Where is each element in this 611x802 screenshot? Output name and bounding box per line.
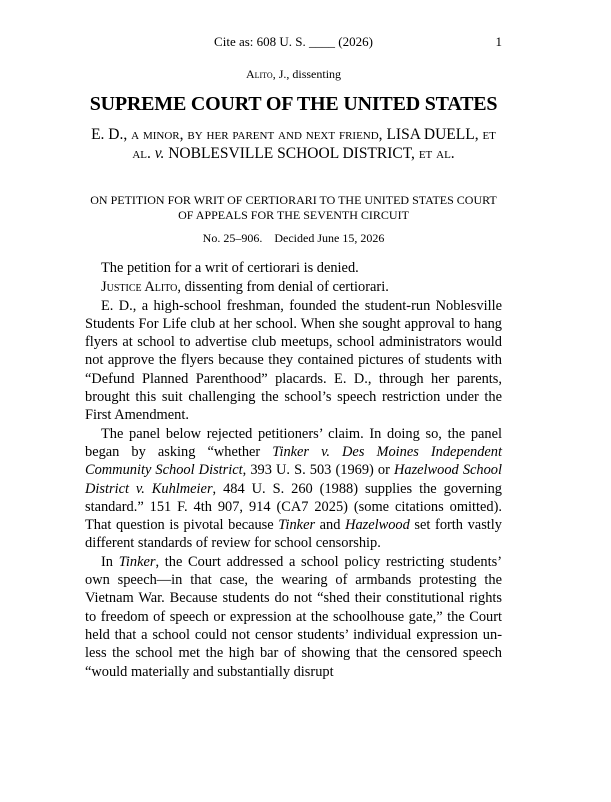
paragraph-tinker bbox=[85, 553, 502, 681]
panel-text-b: , 393 U. S. 503 (1969) or bbox=[242, 462, 394, 479]
page-header bbox=[85, 34, 502, 52]
tinker-text-b: , the Court addressed a school policy restricting students’ own speech—in that case, the wearing of armbands protesting the Vietnam War. Because students do not “shed their constitutional rights to freedom of speech or expression at the schoolhouse gate,” the Court held that a school could not censor students’ individual expression unless the school met the high bar of showing that the censored speech “would materially and substantially disrupt bbox=[85, 553, 502, 680]
caption-part-2: a minor, by her parent and next friend, bbox=[131, 126, 383, 143]
case-hazelwood-short: Hazelwood bbox=[345, 517, 410, 534]
justice-alito-label: Justice Alito bbox=[101, 279, 178, 296]
opinion-body bbox=[85, 259, 502, 681]
justice-name: Alito bbox=[245, 67, 273, 81]
citation: Cite as: 608 U. S. ____ (2026) bbox=[214, 34, 373, 49]
caption-part-7: et al. bbox=[418, 145, 455, 162]
case-caption bbox=[85, 125, 502, 163]
paragraph-denial: The petition for a writ of certiorari is denied. bbox=[101, 260, 359, 276]
caption-part-3: LISA DUELL, bbox=[382, 126, 483, 143]
paragraph-facts: E. D., a high-school freshman, founded the student-run Noblesville Students For Life club at her school. When she sought approval to hang flyers at school to advertise club meetups, school administrators would not approve the flyers because they contained pictures of students with “Defund Planned Parenthood” placards. E. D., through her parents, brought this suit challenging the school’s speech restriction under the First Amendment. bbox=[85, 297, 502, 424]
paragraph-panel bbox=[85, 425, 502, 553]
case-tinker-short: Tinker bbox=[278, 517, 316, 534]
caption-versus: v. bbox=[150, 145, 169, 162]
running-head bbox=[85, 67, 502, 82]
paragraph-dissent-intro bbox=[85, 278, 502, 296]
case-tinker-ref: Tinker bbox=[118, 553, 156, 570]
panel-text-a: The panel below rejected petitioners’ claim. In doing so, the panel began by asking “whether bbox=[85, 425, 502, 460]
running-head-suffix: , J., dissenting bbox=[272, 67, 342, 81]
case-tinker-full: Tinker v. Des Moines Independent Community School District bbox=[85, 443, 502, 479]
panel-text-c: , 484 U. S. 260 (1988) supplies the governing standard.” 151 F. 4th 907, 914 (CA7 2025) (some citations omitted). That question is pivotal because bbox=[85, 480, 502, 534]
tinker-text-a: In bbox=[101, 553, 119, 570]
caption-part-6: NOBLESVILLE SCHOOL DISTRICT, bbox=[168, 145, 419, 162]
petition-line: ON PETITION FOR WRIT OF CERTIORARI TO THE UNITED STATES COURT OF APPEALS FOR THE SEVENTH CIRCUIT bbox=[90, 193, 497, 222]
panel-text-e: set forth vastly different standards of review for school censorship. bbox=[85, 517, 502, 552]
dissent-intro-rest: , dissenting from denial of certiorari. bbox=[177, 279, 389, 296]
caption-part-4: et al. bbox=[132, 126, 496, 162]
court-title: SUPREME COURT OF THE UNITED STATES bbox=[89, 93, 498, 115]
panel-text-d: and bbox=[315, 517, 346, 534]
case-hazelwood-full: Hazelwood School District v. Kuhlmeier bbox=[85, 462, 502, 497]
page-number: 1 bbox=[495, 34, 502, 49]
docket-line: No. 25–906. Decided June 15, 2026 bbox=[202, 231, 385, 245]
caption-part-1: E. D., bbox=[91, 126, 132, 143]
